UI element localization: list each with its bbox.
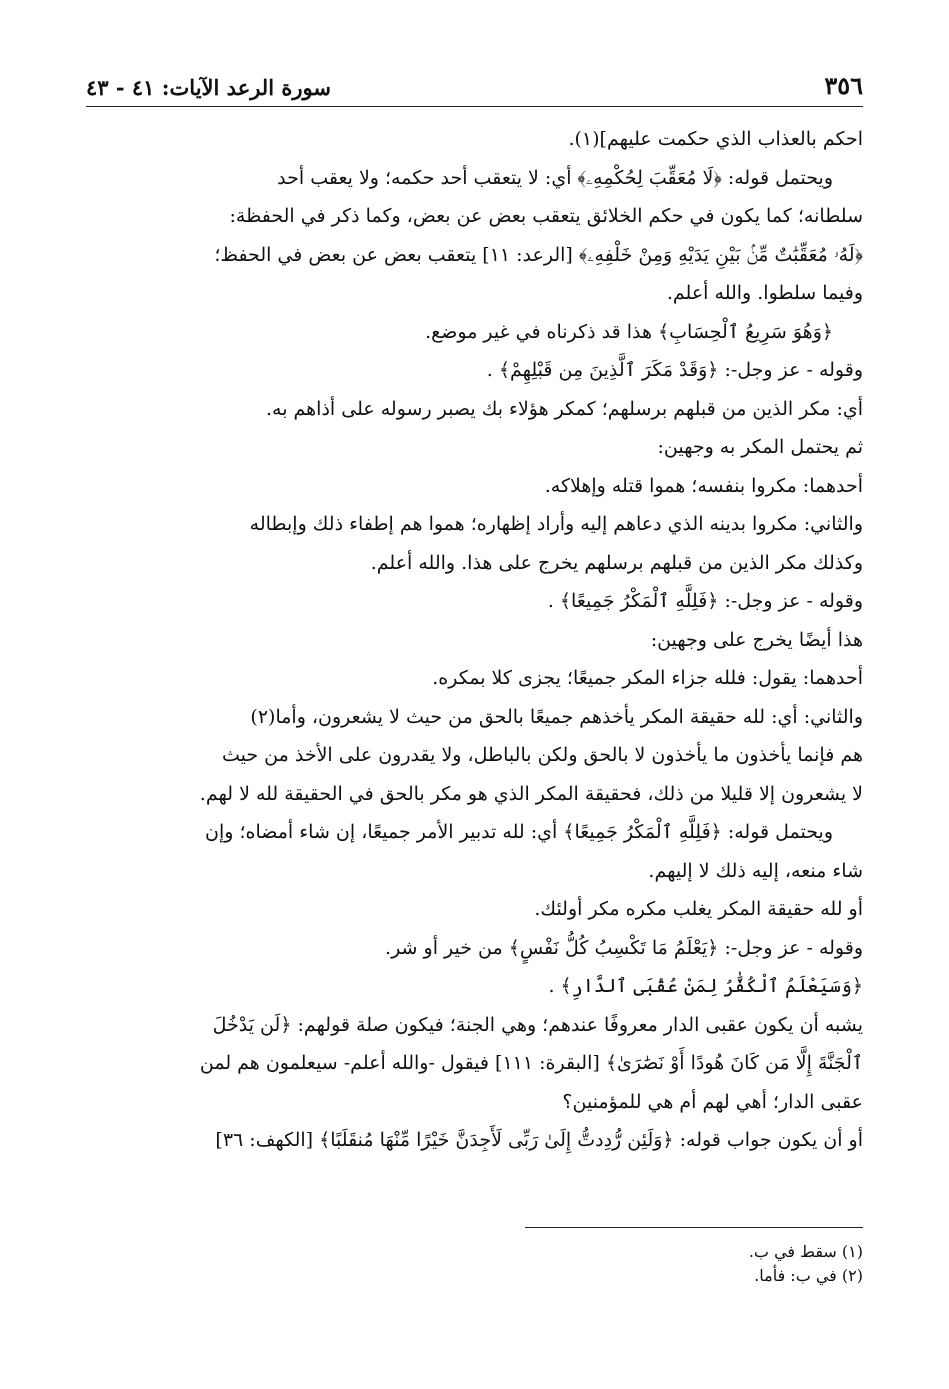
text-line: ثم يحتمل المكر به وجهين:	[657, 436, 863, 458]
text-line: أحدهما: مكروا بنفسه؛ هموا قتله وإهلاكه.	[544, 474, 863, 497]
text-line: والثاني: أي: لله حقيقة المكر يأخذهم جميعًا بالحق من حيث لا يشعرون، وأما(٢)	[250, 705, 863, 728]
text-line: ﴿وَهُوَ سَرِيعُ ٱلْحِسَابِ﴾ هذا قد ذكرناه في غير موضع.	[425, 320, 833, 343]
footnote: (٢) في ب: فأما.	[754, 1266, 863, 1285]
text-line: احكم بالعذاب الذي حكمت عليهم](١).	[568, 128, 863, 150]
footnote: (١) سقط في ب.	[748, 1242, 863, 1261]
text-line: شاء منعه، إليه ذلك لا إليهم.	[648, 859, 863, 882]
text-line: ﴿وَسَيَعْلَمُ ٱلْكُفَّٰرُ لِمَنْ عُقْبَى ٱلدَّارِ﴾ .	[548, 975, 863, 997]
text-line: أو أن يكون جواب قوله: ﴿وَلَئِن رُّدِدتُّ إِلَىٰ رَبِّى لَأَجِدَنَّ خَيْرًا مِّنْهَا مُنقَلَبًا﴾ [الكهف: ٣٦]	[215, 1129, 863, 1151]
text-line: هذا أيضًا يخرج على وجهين:	[650, 628, 863, 651]
footnote-rule	[525, 1227, 863, 1228]
footnotes	[86, 1240, 863, 1288]
text-line: ويحتمل قوله: ﴿فَلِلَّهِ ٱلْمَكْرُ جَمِيعًا﴾ أي: لله تدبير الأمر جميعًا، إن شاء أمضاه؛ وإن	[205, 821, 833, 843]
text-line: وقوله - عز وجل-: ﴿يَعْلَمُ مَا تَكْسِبُ كُلُّ نَفْسٍ﴾ من خير أو شر.	[385, 936, 863, 959]
text-line: يشبه أن يكون عقبى الدار معروفًا عندهم؛ وهي الجنة؛ فيكون صلة قولهم: ﴿لَن يَدْخُلَ	[212, 1013, 863, 1036]
header-rule	[86, 106, 863, 107]
running-header	[86, 66, 863, 100]
text-line: ٱلْجَنَّةَ إِلَّا مَن كَانَ هُودًا أَوْ نَصَٰرَىٰ﴾ [البقرة: ١١١] فيقول -والله أعلم- سيعلمون هم لمن	[199, 1052, 863, 1074]
text-line: وقوله - عز وجل-: ﴿فَلِلَّهِ ٱلْمَكْرُ جَمِيعًا﴾ .	[547, 590, 863, 612]
text-line: لا يشعرون إلا قليلا من ذلك، فحقيقة المكر الذي هو مكر بالحق في الحقيقة لله لا لهم.	[199, 782, 863, 805]
text-line: ﴿لَهُۥ مُعَقِّبَٰتٌ مِّنۢ بَيْنِ يَدَيْهِ وَمِنْ خَلْفِهِۦ﴾ [الرعد: ١١] يتعقب بعض عن بعض في الحفظ؛	[214, 243, 863, 266]
text-line: عقبى الدار؛ أهي لهم أم هي للمؤمنين؟	[562, 1090, 863, 1113]
text-line: وكذلك مكر الذين من قبلهم برسلهم يخرج على هذا. والله أعلم.	[370, 551, 863, 574]
text-line: وقوله - عز وجل-: ﴿وَقَدْ مَكَرَ ٱلَّذِينَ مِن قَبْلِهِمْ﴾ .	[486, 359, 863, 381]
text-line: هم فإنما يأخذون ما يأخذون لا بالحق ولكن بالباطل، ولا يقدرون على الأخذ من حيث	[222, 744, 863, 766]
body-text	[86, 120, 863, 1160]
text-line: ويحتمل قوله: ﴿لَا مُعَقِّبَ لِحُكْمِهِۦ﴾ أي: لا يتعقب أحد حكمه؛ ولا يعقب أحد	[277, 166, 833, 189]
running-title: سورة الرعد الآيات: ٤١ - ٤٣	[86, 75, 331, 100]
text-line: والثاني: مكروا بدينه الذي دعاهم إليه وأراد إظهاره؛ هموا هم إطفاء ذلك وإبطاله	[249, 513, 863, 535]
page-number: ٣٥٦	[824, 71, 863, 100]
text-line: أي: مكر الذين من قبلهم برسلهم؛ كمكر هؤلاء بك يصبر رسوله على أذاهم به.	[265, 397, 863, 420]
text-line: أحدهما: يقول: فلله جزاء المكر جميعًا؛ يجزى كلا بمكره.	[432, 667, 863, 689]
text-line: سلطانه؛ كما يكون في حكم الخلائق يتعقب بعض عن بعض، وكما ذكر في الحفظة:	[229, 205, 863, 227]
text-line: أو لله حقيقة المكر يغلب مكره مكر أولئك.	[534, 898, 863, 920]
text-line: وفيما سلطوا. والله أعلم.	[666, 282, 863, 304]
